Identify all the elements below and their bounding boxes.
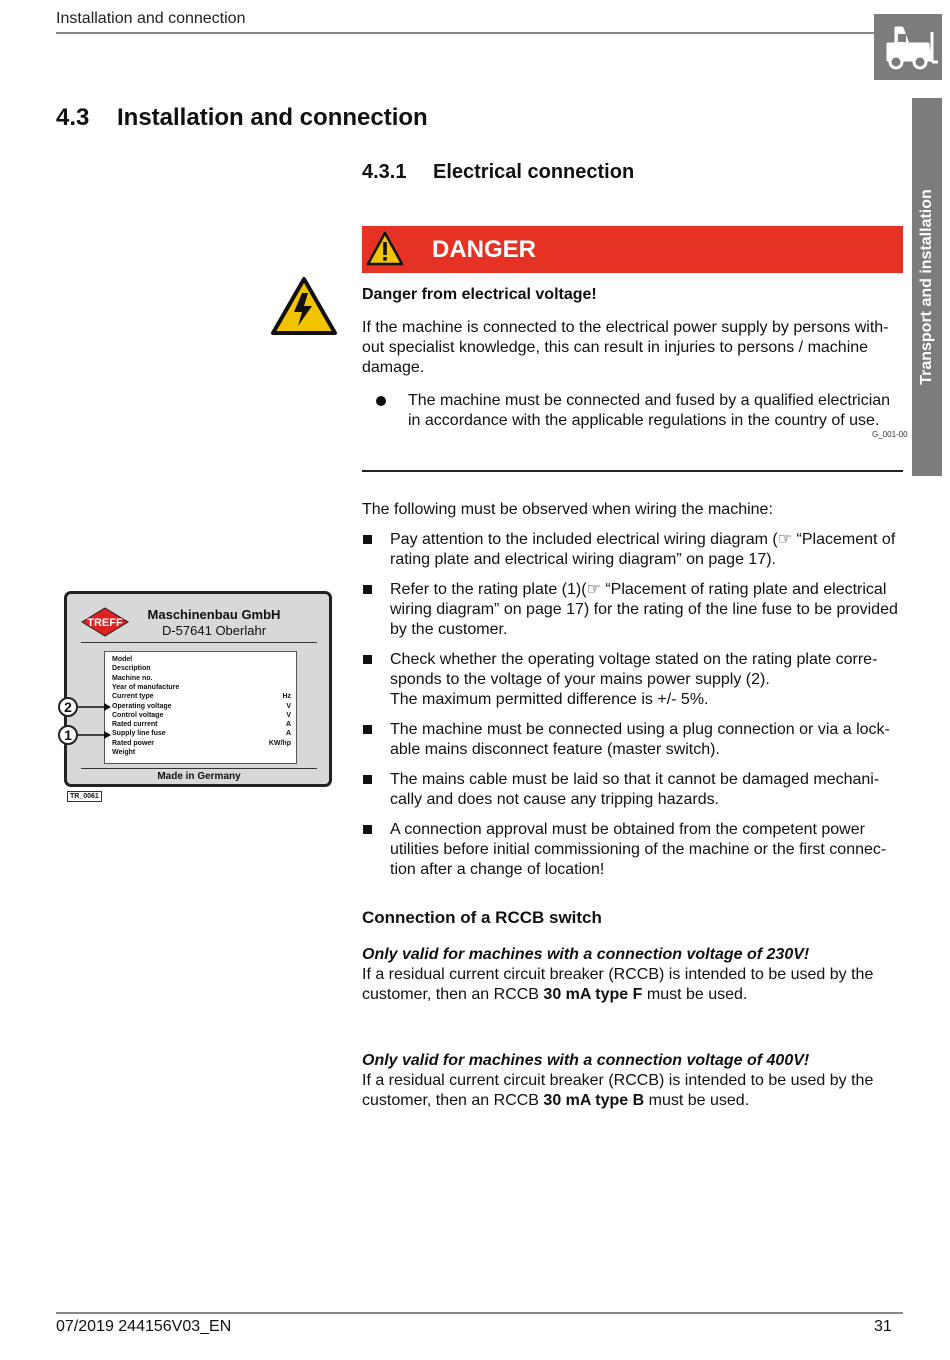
list-item xyxy=(362,650,907,710)
rccb-text: must be used. xyxy=(644,1092,750,1109)
rccb-230-note: Only valid for machines with a connection voltage of 230V! xyxy=(362,946,810,963)
section-number: 4.3 xyxy=(56,104,90,131)
danger-title: Danger from electrical voltage! xyxy=(362,286,597,303)
plate-field: Operating voltage xyxy=(112,702,172,710)
plate-unit: A xyxy=(285,730,291,738)
plate-field: Weight xyxy=(112,749,136,756)
plate-unit: V xyxy=(286,711,291,719)
danger-end-rule xyxy=(362,470,903,472)
danger-banner xyxy=(362,226,903,273)
logo-text: TREFF xyxy=(87,617,123,629)
forklift-icon xyxy=(874,14,942,80)
plate-divider xyxy=(81,768,317,769)
plate-company: Maschinenbau GmbH xyxy=(147,607,281,622)
list-item: The mains cable must be laid so that it cannot be damaged mechani-cally and does not cause any tripping hazards. xyxy=(362,770,907,810)
running-header: Installation and connection xyxy=(56,10,246,27)
plate-field: Year of manufacture xyxy=(112,683,180,691)
header-divider xyxy=(56,32,874,34)
wiring-intro: The following must be observed when wiring the machine: xyxy=(362,501,773,518)
rating-plate-figure xyxy=(64,591,332,787)
section-heading xyxy=(56,104,428,132)
page-number: 31 xyxy=(874,1318,892,1335)
plate-field: Supply line fuse xyxy=(112,730,166,738)
plate-field: Rated power xyxy=(112,739,155,747)
rccb-230-block xyxy=(362,945,907,1005)
plate-address: D-57641 Oberlahr xyxy=(161,623,267,638)
arrow-icon xyxy=(78,702,112,712)
list-item-text: Check whether the operating voltage stated on the rating plate corre-sponds to the voltage of your mains power supply (2). xyxy=(390,651,878,688)
section-title: Installation and connection xyxy=(117,104,428,131)
rccb-400-block xyxy=(362,1051,907,1111)
footer-doc-info: 07/2019 244156V03_EN xyxy=(56,1318,232,1335)
plate-divider xyxy=(81,642,317,643)
list-item: A connection approval must be obtained from the competent power utilities before initial commissioning of the machine or the first connec-tion after a change of location! xyxy=(362,820,907,880)
warning-icon xyxy=(366,231,404,267)
chapter-icon-box xyxy=(874,14,942,80)
danger-label: DANGER xyxy=(432,236,537,263)
plate-unit: A xyxy=(285,721,291,729)
plate-unit: KW/hp xyxy=(268,739,291,747)
rccb-230-text xyxy=(362,965,907,1005)
danger-text: If the machine is connected to the electrical power supply by persons with-out specialist knowledge, this can result in injuries to persons / machine damage. xyxy=(362,319,889,376)
subsection-number: 4.3.1 xyxy=(362,161,407,183)
plate-field: Current type xyxy=(112,693,154,701)
plate-field: Machine no. xyxy=(112,674,153,682)
rccb-type: 30 mA type F xyxy=(543,986,643,1003)
plate-field: Model xyxy=(112,656,133,663)
figure-code: TR_0061 xyxy=(67,791,102,802)
rccb-text: If a residual current circuit breaker (RCCB) is intended to be used by the customer, then an RCCB xyxy=(362,966,874,1003)
rccb-400-text xyxy=(362,1071,907,1111)
subsection-heading xyxy=(362,161,634,184)
danger-bullet: The machine must be connected and fused by a qualified electrician in accordance with the applicable regulations in the country of use. xyxy=(408,392,891,429)
callout-1: 1 xyxy=(58,725,78,745)
plate-field: Control voltage xyxy=(112,711,164,719)
chapter-side-tab xyxy=(912,98,942,476)
plate-footer: Made in Germany xyxy=(157,771,241,782)
subsection-title: Electrical connection xyxy=(433,161,635,183)
list-item: The machine must be connected using a plug connection or via a lock-able mains disconnect feature (master switch). xyxy=(362,720,907,760)
manufacturer-logo xyxy=(81,607,129,637)
bullet-dot xyxy=(376,396,386,406)
electrical-hazard-icon xyxy=(270,276,338,336)
rccb-heading: Connection of a RCCB switch xyxy=(362,908,602,927)
plate-unit: Hz xyxy=(282,693,291,701)
list-item: Refer to the rating plate (1)(☞ “Placement of rating plate and electrical wiring diagram” on page 17) for the rating of the line fuse to be provided by the customer. xyxy=(362,580,907,640)
plate-field: Description xyxy=(112,665,151,673)
plate-unit: V xyxy=(286,702,291,710)
rccb-text: If a residual current circuit breaker (RCCB) is intended to be used by the customer, then an RCCB xyxy=(362,1072,874,1109)
danger-code: G_001-00 xyxy=(872,430,908,439)
arrow-icon xyxy=(78,730,112,740)
wiring-list xyxy=(362,530,907,890)
rccb-text: must be used. xyxy=(642,986,748,1003)
plate-field: Rated current xyxy=(112,721,158,729)
list-item: Pay attention to the included electrical wiring diagram (☞ “Placement of rating plate and electrical wiring diagram” on page 17). xyxy=(362,530,907,570)
rccb-type: 30 mA type B xyxy=(543,1092,645,1109)
side-tab-label: Transport and installation xyxy=(918,189,935,385)
callout-2: 2 xyxy=(58,697,78,717)
list-item-note: The maximum permitted difference is +/- 5%. xyxy=(390,691,709,708)
plate-fields-box xyxy=(104,651,297,764)
footer-divider xyxy=(56,1312,903,1314)
rccb-400-note: Only valid for machines with a connection voltage of 400V! xyxy=(362,1052,810,1069)
